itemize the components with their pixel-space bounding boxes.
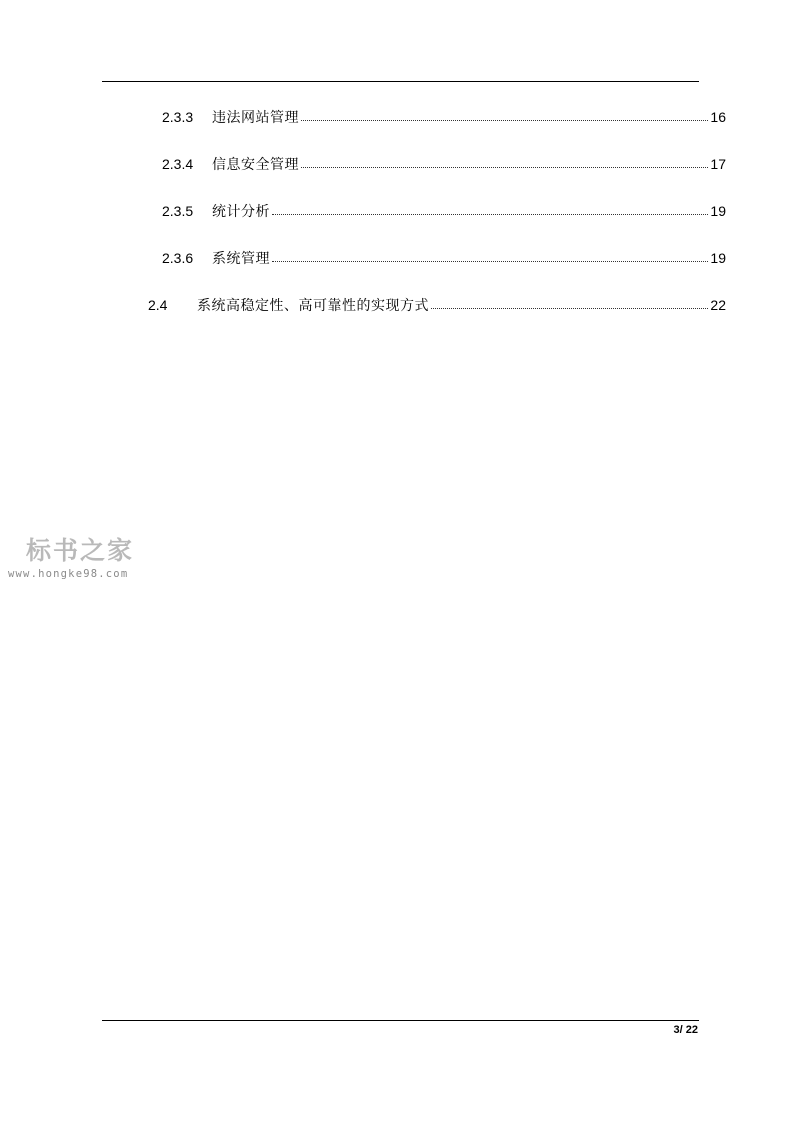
toc-dot-leader <box>431 307 708 309</box>
toc-entry-title: 信息安全管理 <box>212 157 299 173</box>
toc-entry-number: 2.3.3 <box>162 109 194 125</box>
toc-dot-leader <box>301 119 708 121</box>
toc-dot-leader <box>272 260 708 262</box>
toc-entry-number: 2.3.4 <box>162 156 194 172</box>
watermark <box>8 536 158 581</box>
header-rule <box>102 81 699 82</box>
footer-rule <box>102 1020 699 1021</box>
toc-entry-page: 19 <box>710 203 726 219</box>
toc-entry-title: 统计分析 <box>212 204 270 220</box>
toc-entry-2-3-6[interactable] <box>162 249 726 267</box>
toc-entry-2-3-5[interactable] <box>162 202 726 220</box>
toc-entry-number: 2.4 <box>148 297 168 313</box>
toc-entry-page: 22 <box>710 297 726 313</box>
watermark-logo: 标书之家 <box>26 536 135 565</box>
watermark-url: www.hongke98.com <box>8 568 129 580</box>
toc-entry-2-3-3[interactable] <box>162 108 726 126</box>
toc-entry-title: 违法网站管理 <box>212 110 299 126</box>
toc-entry-2-3-4[interactable] <box>162 155 726 173</box>
toc-entry-number: 2.3.6 <box>162 250 194 266</box>
toc-entry-title: 系统管理 <box>212 251 270 267</box>
toc-entry-page: 19 <box>710 250 726 266</box>
toc-entry-title: 系统高稳定性、高可靠性的实现方式 <box>197 298 429 314</box>
toc-entry-number: 2.3.5 <box>162 203 194 219</box>
toc-entry-page: 16 <box>710 109 726 125</box>
page-number: 3/ 22 <box>673 1024 698 1036</box>
toc-dot-leader <box>272 213 708 215</box>
toc-entry-2-4[interactable] <box>148 296 726 314</box>
toc-entry-page: 17 <box>710 156 726 172</box>
toc-dot-leader <box>301 166 708 168</box>
